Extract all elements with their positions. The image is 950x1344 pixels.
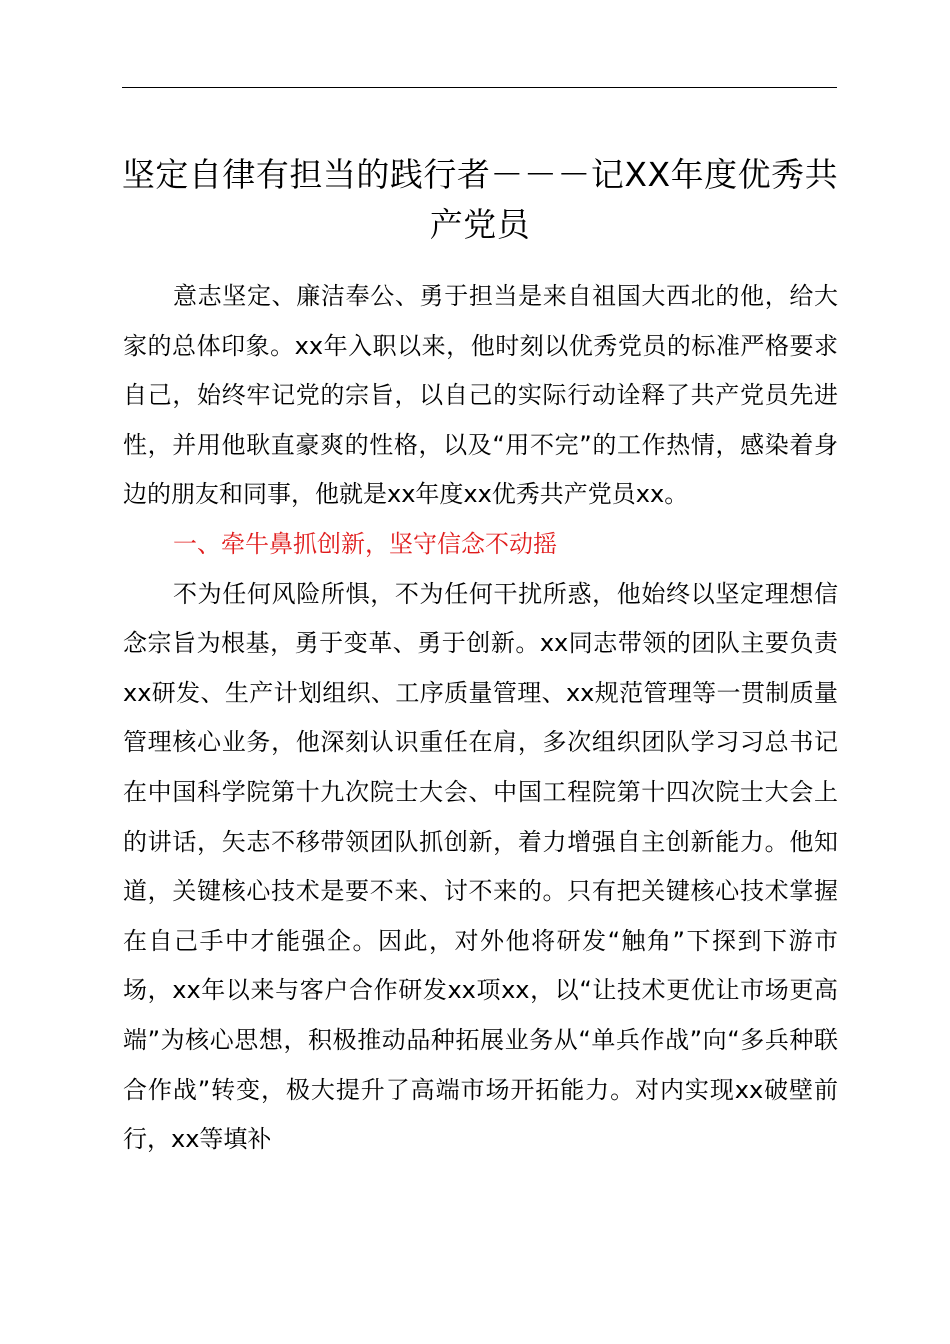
section-paragraph: 不为任何风险所惧，不为任何干扰所惑，他始终以坚定理想信念宗旨为根基，勇于变革、勇于创新。xx同志带领的团队主要负责xx研发、生产计划组织、工序质量管理、xx规范管理等一贯制质量管理核心业务，他深刻认识重任在肩，多次组织团队学习习总书记在中国科学院第十九次院士大会、中国工程院第十四次院士大会上的讲话，矢志不移带领团队抓创新，着力增强自主创新能力。他知道，关键核心技术是要不来、讨不来的。只有把关键核心技术掌握在自己手中才能强企。因此，对外他将研发“触角”下探到下游市场，xx年以来与客户合作研发xx项xx，以“让技术更优让市场更高端”为核心思想，积极推动品种拓展业务从“单兵作战”向“多兵种联合作战”转变，极大提升了高端市场开拓能力。对内实现xx破壁前行，xx等填补 — [123, 579, 838, 1154]
header-rule — [122, 87, 837, 88]
intro-paragraph: 意志坚定、廉洁奉公、勇于担当是来自祖国大西北的他，给大家的总体印象。xx年入职以来，他时刻以优秀党员的标准严格要求自己，始终牢记党的宗旨，以自己的实际行动诠释了共产党员先进性，并用他耿直豪爽的性格，以及“用不完”的工作热情，感染着身边的朋友和同事，他就是xx年度xx优秀共产党员xx。 — [123, 282, 838, 509]
document-title: 坚定自律有担当的践行者－－－记XX年度优秀共产党员 — [121, 155, 839, 244]
document-body — [123, 272, 838, 1165]
section-heading: 一、牵牛鼻抓创新，坚守信念不动摇 — [173, 529, 557, 558]
